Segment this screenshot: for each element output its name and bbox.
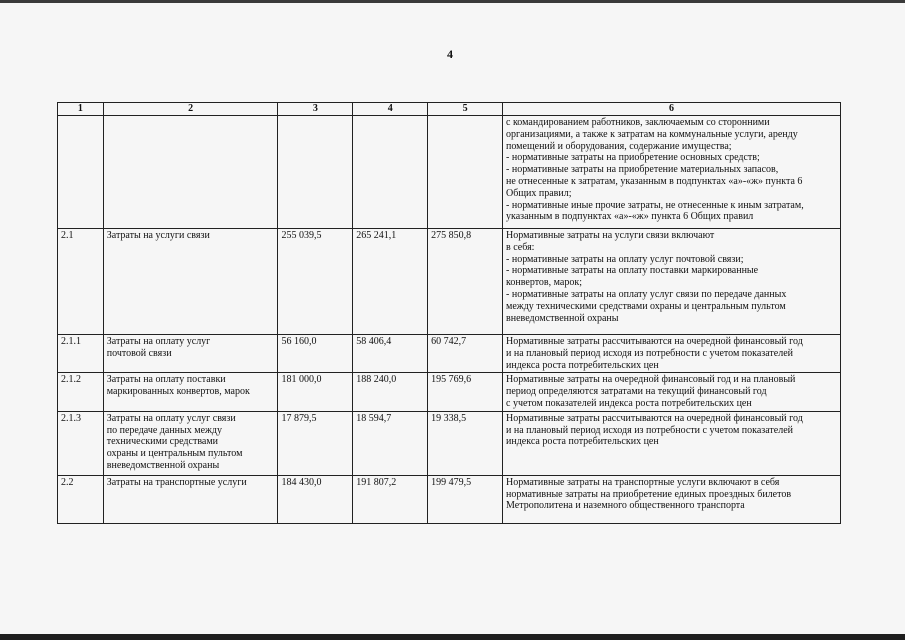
description-line: Метрополитена и наземного общественного транспорта <box>506 500 745 512</box>
value-year-1: 181 000,0 <box>278 373 353 411</box>
description-line: период определяются затратами на текущий финансовый год <box>506 386 767 398</box>
description-line: между техническими средствами охраны и центральным пультом <box>506 300 786 312</box>
row-title <box>103 373 278 411</box>
table-row <box>58 229 841 335</box>
title-line: вневедомственной охраны <box>106 459 220 471</box>
description-line: Общих правил; <box>506 187 572 199</box>
row-description <box>503 229 841 335</box>
description-line: с командированием работников, заключаемым со сторонними <box>506 117 770 128</box>
description-line: Нормативные затраты на очередной финансовый год и на плановый <box>506 374 796 386</box>
description-line: организациями, а также к затратам на коммунальные услуги, аренду <box>506 128 798 140</box>
table-row <box>58 335 841 373</box>
row-code: 2.1.2 <box>58 373 104 411</box>
header-cell: 2 <box>103 103 278 116</box>
description-line: помещений и оборудования, содержание имущества; <box>506 140 732 152</box>
table-header-row <box>58 103 841 116</box>
value-year-1: 17 879,5 <box>278 411 353 475</box>
header-cell: 5 <box>428 103 503 116</box>
title-line: маркированных конвертов, марок <box>106 386 250 398</box>
title-line: Затраты на транспортные услуги <box>106 476 247 488</box>
title-line: Затраты на оплату услуг связи <box>106 412 236 424</box>
row-description <box>503 475 841 523</box>
description-line: индекса роста потребительских цен <box>506 359 659 371</box>
description-line: - нормативные затраты на оплату услуг почтовой связи; <box>506 253 744 265</box>
title-line: Затраты на оплату услуг <box>106 336 211 347</box>
description-line: - нормативные затраты на приобретение материальных запасов, <box>506 164 779 176</box>
description-line: - нормативные затраты на оплату услуг связи по передаче данных <box>506 288 787 300</box>
description-line: индекса роста потребительских цен <box>506 436 659 448</box>
row-code: 2.2 <box>58 475 104 523</box>
value-year-2: 188 240,0 <box>353 373 428 411</box>
description-line: - нормативные затраты на приобретение основных средств; <box>506 152 760 164</box>
table-row <box>58 475 841 523</box>
row-description <box>503 116 841 229</box>
row-description <box>503 335 841 373</box>
row-code: 2.1.3 <box>58 411 104 475</box>
row-title <box>103 116 278 229</box>
description-line: Нормативные затраты на услуги связи включают <box>506 230 715 241</box>
description-line: указанным в подпунктах «а»-«ж» пункта 6 Общих правил <box>506 211 754 223</box>
value-year-2 <box>353 116 428 229</box>
description-line: и на плановый период исходя из потребности с учетом показателей <box>506 424 793 436</box>
value-year-3: 195 769,6 <box>428 373 503 411</box>
description-line: не отнесенные к затратам, указанным в подпунктах «а»-«ж» пункта 6 <box>506 175 803 187</box>
value-year-2: 191 807,2 <box>353 475 428 523</box>
description-line: Нормативные затраты рассчитываются на очередной финансовый год <box>506 336 803 347</box>
value-year-2: 265 241,1 <box>353 229 428 335</box>
row-title <box>103 475 278 523</box>
header-cell: 6 <box>503 103 841 116</box>
title-line: Затраты на оплату поставки <box>106 374 226 386</box>
value-year-2: 18 594,7 <box>353 411 428 475</box>
row-code <box>58 116 104 229</box>
description-line: нормативные затраты на приобретение единых проездных билетов <box>506 488 792 500</box>
description-line: в себя: <box>506 241 535 253</box>
row-code: 2.1 <box>58 229 104 335</box>
value-year-3: 275 850,8 <box>428 229 503 335</box>
value-year-3: 199 479,5 <box>428 475 503 523</box>
header-cell: 1 <box>58 103 104 116</box>
table-row <box>58 411 841 475</box>
title-line: Затраты на услуги связи <box>106 230 210 241</box>
description-line: - нормативные затраты на оплату поставки маркированные <box>506 265 759 277</box>
row-code: 2.1.1 <box>58 335 104 373</box>
header-cell: 3 <box>278 103 353 116</box>
description-line: Нормативные затраты на транспортные услуги включают в себя <box>506 476 780 488</box>
description-line: и на плановый период исходя из потребности с учетом показателей <box>506 347 793 359</box>
scan-edge-top <box>0 0 905 3</box>
row-title <box>103 411 278 475</box>
value-year-2: 58 406,4 <box>353 335 428 373</box>
title-line: охраны и центральным пультом <box>106 448 243 460</box>
row-description <box>503 373 841 411</box>
row-title <box>103 229 278 335</box>
description-line: - нормативные иные прочие затраты, не отнесенные к иным затратам, <box>506 199 804 211</box>
description-line: с учетом показателей индекса роста потребительских цен <box>506 397 752 409</box>
row-title <box>103 335 278 373</box>
value-year-1 <box>278 116 353 229</box>
value-year-3: 60 742,7 <box>428 335 503 373</box>
scan-edge-bottom <box>0 634 905 640</box>
cost-table <box>57 102 841 524</box>
header-cell: 4 <box>353 103 428 116</box>
table-row <box>58 373 841 411</box>
row-description <box>503 411 841 475</box>
value-year-1: 255 039,5 <box>278 229 353 335</box>
page-number: 4 <box>447 47 453 61</box>
description-line: вневедомственной охраны <box>506 312 619 324</box>
description-line: Нормативные затраты рассчитываются на очередной финансовый год <box>506 412 803 424</box>
table-row <box>58 116 841 229</box>
description-line: конвертов, марок; <box>506 277 582 289</box>
title-line: почтовой связи <box>106 347 172 359</box>
value-year-3 <box>428 116 503 229</box>
value-year-1: 56 160,0 <box>278 335 353 373</box>
value-year-3: 19 338,5 <box>428 411 503 475</box>
title-line: техническими средствами <box>106 436 219 448</box>
title-line: по передаче данных между <box>106 424 223 436</box>
value-year-1: 184 430,0 <box>278 475 353 523</box>
